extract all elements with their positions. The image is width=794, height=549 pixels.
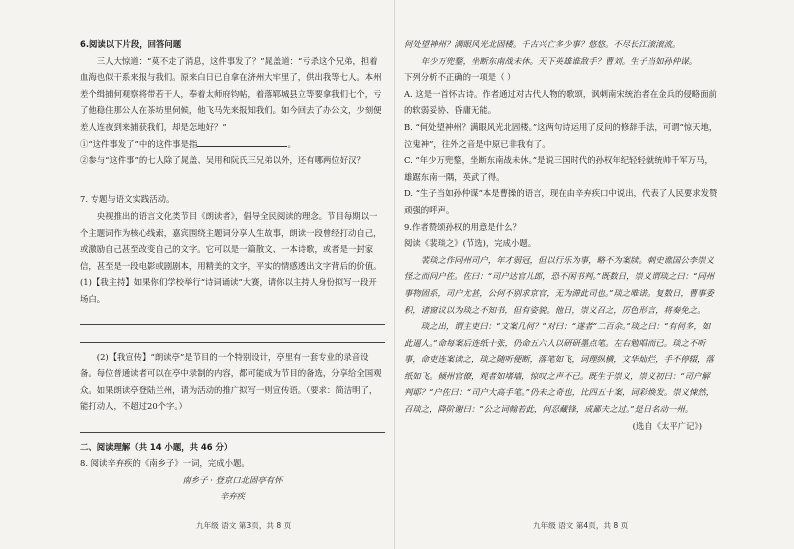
page-fold-divider bbox=[394, 0, 395, 549]
q6-answer-line[interactable] bbox=[80, 169, 385, 186]
right-page bbox=[404, 36, 718, 434]
passage-paragraph-1: 裴琰之作同州司户，年才弱冠，但以行乐为事，略不为案牍。刺史谯国公李崇义怪之而问户佐。佐曰：“司户达官儿郎，恐不闲书判。”既数日，崇义谓琰之曰：“同州事物固系，司户尤甚，公何不别求京官，无为滞此司也。”琰之唯诺。复数日，曹事委积，诸窗议以为琰之不知书，但有姿貌。他日，崇义召之，厉色形言，将奏免之。 bbox=[404, 254, 715, 315]
q6-subquestion-1: ①“这件事发了”中的这件事是指 。 bbox=[80, 138, 296, 149]
q6-answer-blank[interactable] bbox=[197, 137, 287, 147]
q7-2-answer-line[interactable] bbox=[80, 415, 385, 433]
q7-subquestion-2: (2)【我宣传】“朗读亭”是节目的一个特别设计，亭里有一套专业的录音设备。每位普通读者可以在亭中录制的内容，都可能成为节目的备选，分享给全国观众。如果朗读亭登陆兰州，请为活动的推广拟写一则宣传语。（要求：简洁明了，能打动人，不超过20个字。） bbox=[80, 351, 382, 412]
footer-page-3: 九年级 语文 第3页，共 8 页 bbox=[196, 521, 292, 530]
q8-option-c: C. “年少万兜鍪，坐断东南战未休。”是说三国时代的孙权年纪轻轻就统帅千军万马，雄踞东南一隅，英武了得。 bbox=[404, 155, 713, 182]
q8-option-b: B. “何处望神州？满眼风光北固楼。”这两句诗运用了反问的修辞手法，可谓“惊天地，泣鬼神”，往外之音是中原已非我有了。 bbox=[404, 121, 718, 149]
q7-subquestion-1: (1)【我主持】如果你们学校举行“诗词诵读”大赛，请你以主持人身份拟写一段开场白。 bbox=[80, 277, 377, 304]
q6-passage: 三人大惊道：“莫不走了消息，这件事发了？”晁盖道：“亏杀这个兄弟，担着血海也似干系来报与我们。原来白日已自拿在济州大牢里了，供出我等七人。本州差个缉捕何观察将带若干人，奉着太师府钧帖，着落郓城县立等要拿我们七个，亏了他稳住那公人在茶坊里伺候，他飞马先来报知我们。如今回去了办公文，少刻便差人连夜到来捕获我们，却是怎地好？” bbox=[80, 55, 382, 132]
passage-source: (选自《太平广记》) bbox=[632, 420, 702, 431]
q9-question: 9.作者赞颂孙权的用意是什么？ bbox=[404, 221, 521, 232]
poem-line-1: 何处望神州？满眼风光北固楼。千古兴亡多少事？悠悠。不尽长江滚滚流。 bbox=[404, 39, 681, 49]
section-reading-heading: 二、阅读理解（共 14 小题，共 46 分） bbox=[80, 441, 233, 452]
q6-subquestion-2: ②参与“这件事”的七人除了晁盖、吴用和阮氏三兄弟以外，还有哪两位好汉？ bbox=[80, 155, 365, 166]
passage-paragraph-2: 琰之出，谓主吏曰：“文案几何？”对曰：“遂者”二百余。”琰之曰：“有何多，如此逼人。”命每案后连纸十张，仍命五六人以研研墨点笔。左右勉唱而已。琰之不听事，命吏连案读之，琰之随听便断，落笔如飞，词理纵横，文华灿烂，手不停辍，落纸如飞。倾州官僚，观者如堵墙，惊叹之声不已。既生于崇义，崇义初曰：“司户解判耶？”户佐曰：“司户大高手笔。”仍未之奇也，比四五十案，词彩焕发。崇义悚然，召琰之，降阶谢曰：“公之词翰若此，何忍藏锋，成鄙夫之过。”是日名动一州。 bbox=[404, 321, 715, 415]
q7-1-answer-line-2[interactable] bbox=[80, 325, 385, 343]
poem-title: 南乡子 · 登京口北固亭有怀 bbox=[182, 474, 283, 485]
q10-title: 阅读《裴琰之》(节选)，完成小题。 bbox=[404, 238, 537, 249]
left-page bbox=[80, 36, 385, 505]
poem-author: 辛弃疾 bbox=[219, 491, 246, 502]
q8-option-d: D. “生子当如孙仲谋”本是曹操的语言，现在由辛弃疾口中说出，代表了人民要求发赞顽强的呼声。 bbox=[404, 188, 718, 215]
footer-page-4: 九年级 语文 第4页，共 8 页 bbox=[533, 521, 629, 530]
q8-prompt: 下列分析不正确的一项是（ ） bbox=[404, 72, 516, 83]
q8-option-a: A. 这是一首怀古诗。作者通过对古代人物的歌颂，讽刺南宋统治者在金兵的侵略面前的软弱妥协、昏庸无能。 bbox=[404, 88, 717, 116]
q7-title: 7. 专题与语文实践活动。 bbox=[80, 194, 175, 205]
poem-line-2: 年少万兜鍪，坐断东南战未休。天下英雄谁敌手？曹刘。生子当如孙仲谋。 bbox=[420, 55, 698, 66]
q7-1-answer-line-1[interactable] bbox=[80, 308, 385, 326]
q7-passage: 央视推出的语言文化类节目《朗读者》，倡导全民阅读的理念。节目每期以一个主题词作为核心线索，嘉宾围绕主题词分享人生故事，朗读一段曾经打动自己，或激励自己甚至改变自己的文字。它可以是一篇散文、一本诗歌，或者是一封家信，甚至是一段电影或剧剧本，用精美的文字，平实的情感透出文字背后的价值。 bbox=[80, 210, 382, 271]
q8-title: 8. 阅读辛弃疾的《南乡子》一词，完成小题。 bbox=[80, 458, 250, 469]
q6-title: 6.阅读以下片段，回答问题 bbox=[80, 39, 182, 49]
